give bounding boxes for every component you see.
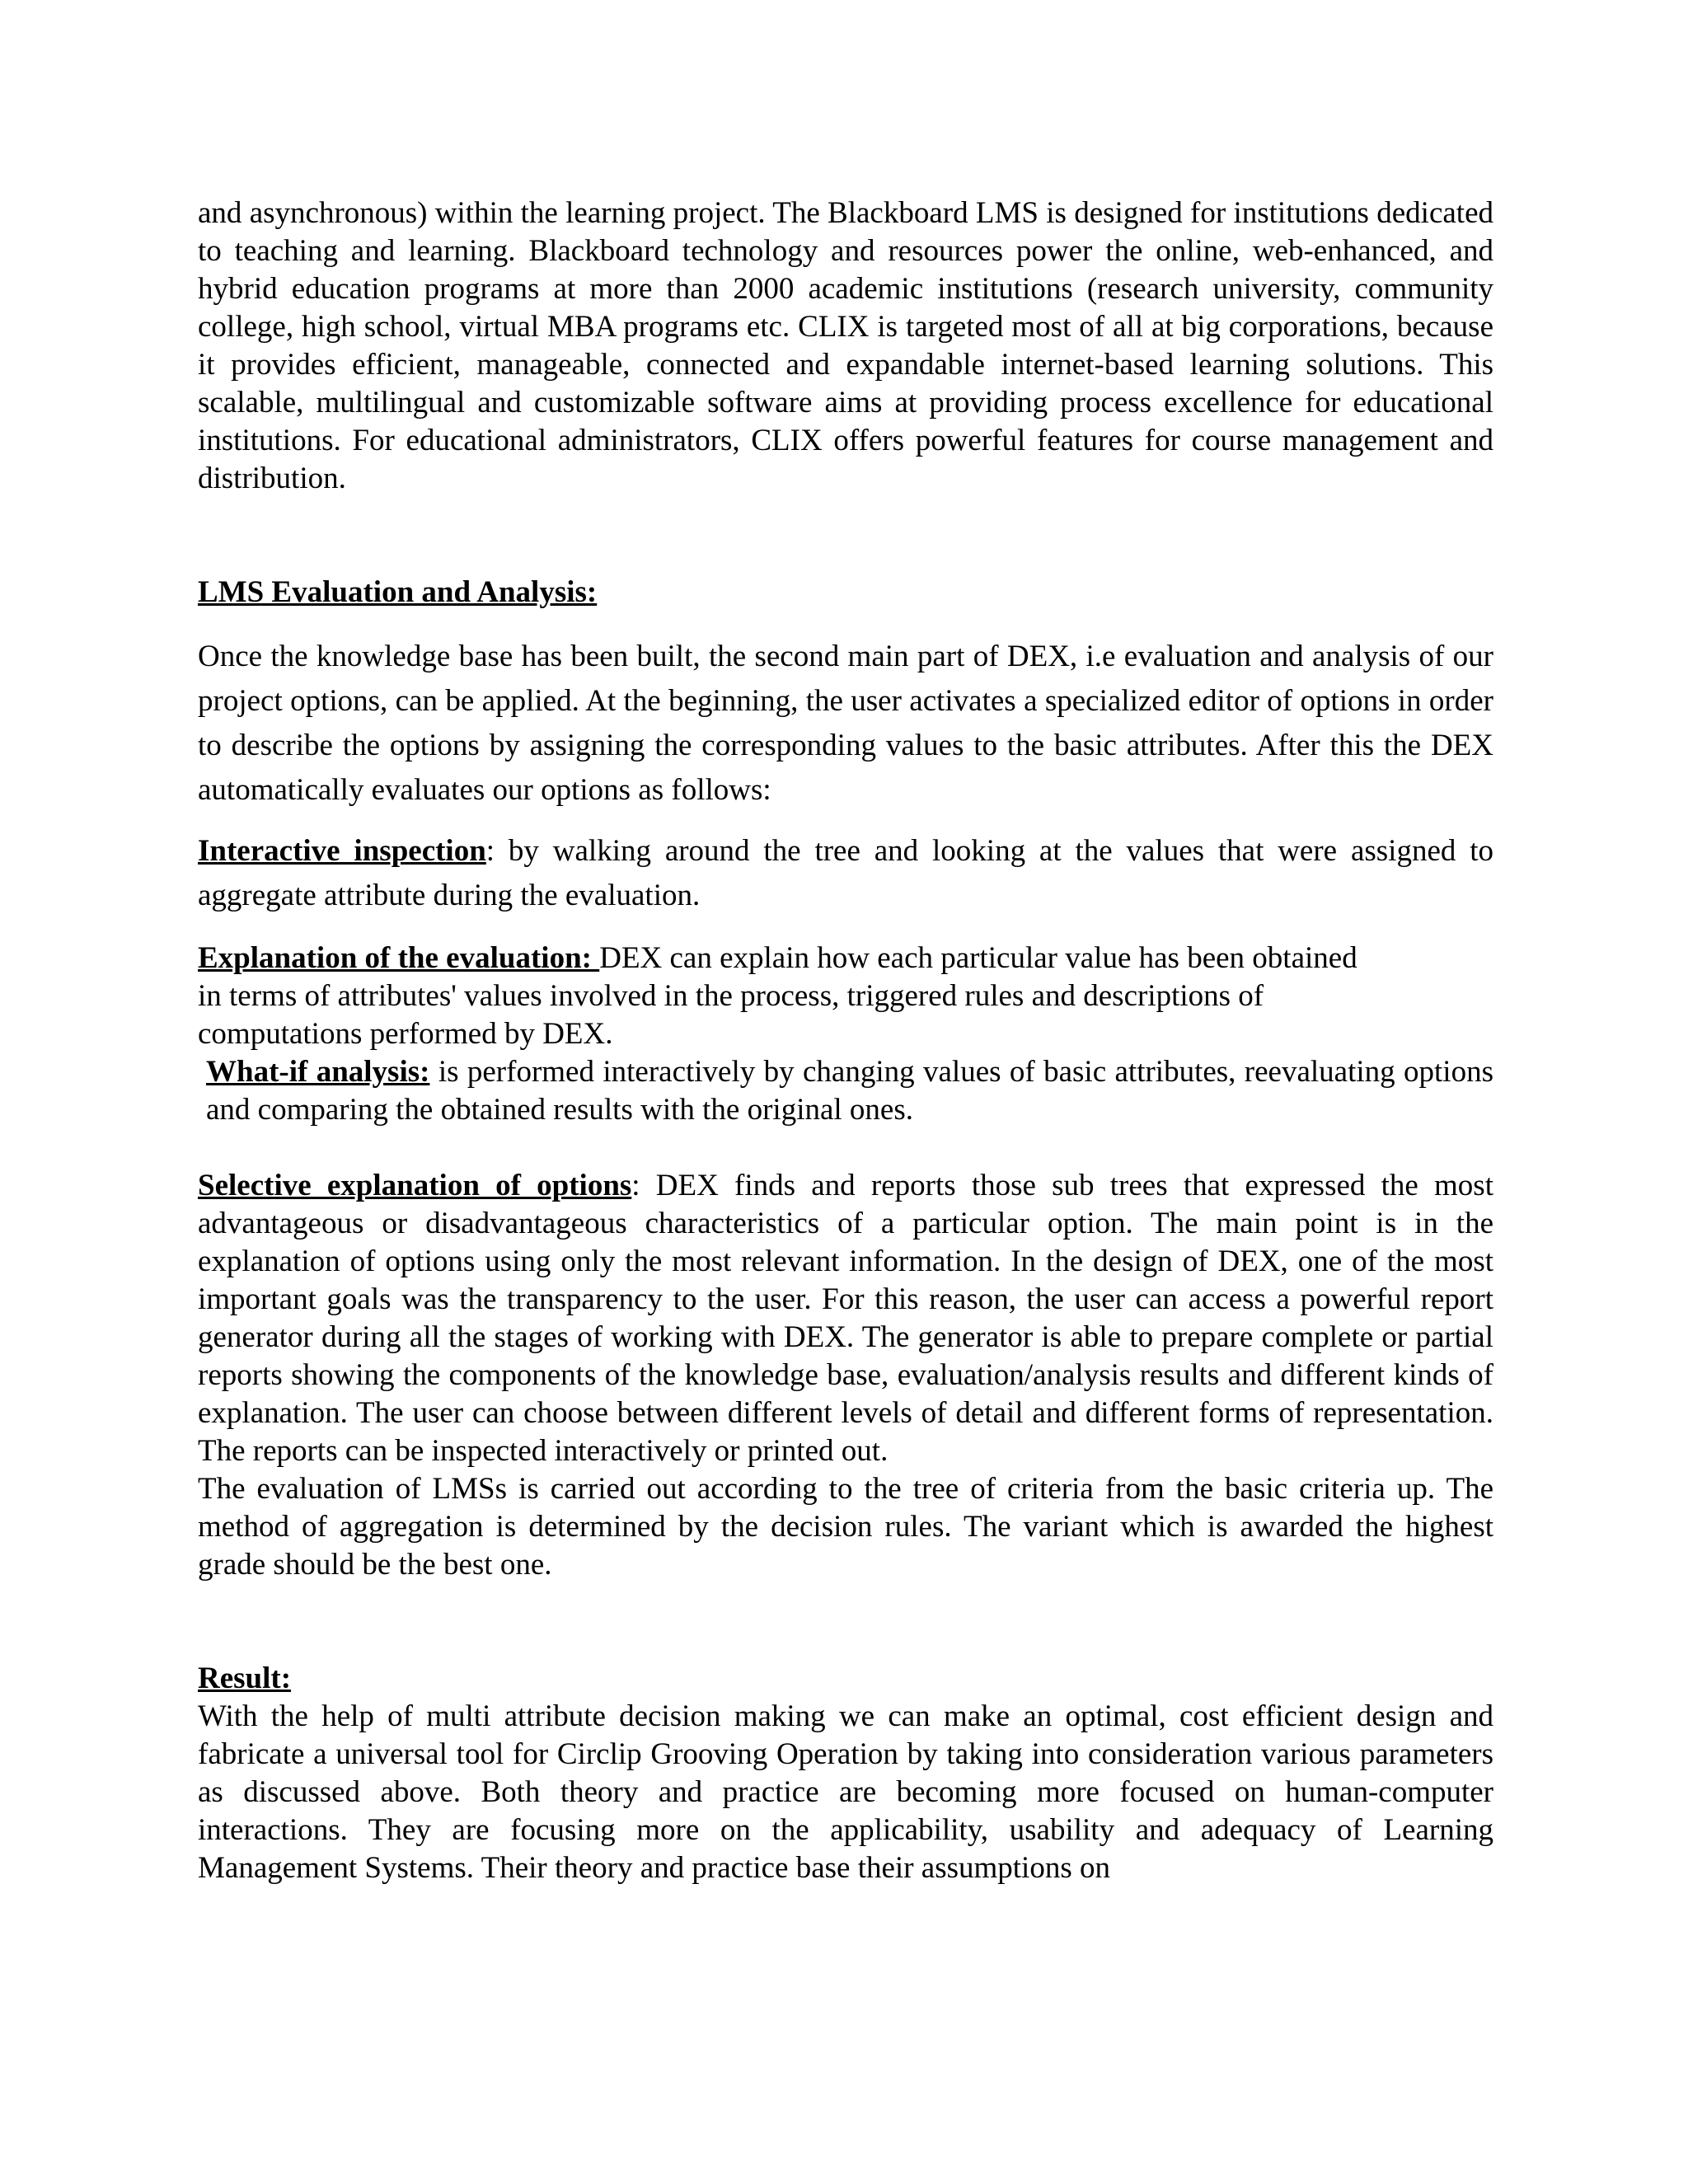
interactive-inspection-paragraph <box>198 829 1493 918</box>
knowledge-base-paragraph: Once the knowledge base has been built, the second main part of DEX, i.e evaluation and analysis of our project options, can be applied. At the beginning, the user activates a specialized editor of options in order to describe the options by assigning the corresponding values to the basic attributes. After this the DEX automatically evaluates our options as follows: <box>198 640 1493 807</box>
selective-explanation-term: Selective explanation of options <box>198 1169 632 1202</box>
intro-paragraph: and asynchronous) within the learning project. The Blackboard LMS is designed for institutions dedicated to teaching and learning. Blackboard technology and resources power the online, web-enhanced, and hybrid education programs at more than 2000 academic institutions (research university, community college, high school, virtual MBA programs etc. CLIX is targeted most of all at big corporations, because it provides efficient, manageable, connected and expandable internet-based learning solutions. This scalable, multilingual and customizable software aims at providing process excellence for educational institutions. For educational administrators, CLIX offers powerful features for course management and distribution. <box>198 196 1493 495</box>
what-if-term: What-if analysis: <box>206 1055 430 1089</box>
what-if-paragraph <box>198 1053 1493 1129</box>
explanation-paragraph <box>198 940 1493 1053</box>
lms-evaluation-heading: LMS Evaluation and Analysis: <box>198 575 598 609</box>
interactive-inspection-text: : by walking around the tree and looking at the values that were assigned to aggregate attribute during the evaluation. <box>198 834 1493 912</box>
explanation-line-1: DEX can explain how each particular value has been obtained <box>599 941 1357 975</box>
interactive-inspection-term: Interactive inspection <box>198 834 486 868</box>
explanation-line-2: in terms of attributes' values involved in the process, triggered rules and descriptions of <box>198 979 1264 1013</box>
explanation-line-3: computations performed by DEX. <box>198 1017 613 1051</box>
result-paragraph: With the help of multi attribute decision making we can make an optimal, cost efficient design and fabricate a universal tool for Circlip Grooving Operation by taking into consideration various parameters as discussed above. Both theory and practice are becoming more focused on human-computer interactions. They are focusing more on the applicability, usability and adequacy of Learning Management Systems. Their theory and practice base their assumptions on <box>198 1699 1493 1885</box>
explanation-term: Explanation of the evaluation: <box>198 941 600 975</box>
what-if-text: is performed interactively by changing values of basic attributes, reevaluating options and comparing the obtained results with the original ones. <box>206 1055 1493 1127</box>
selective-explanation-paragraph <box>198 1167 1493 1470</box>
selective-explanation-text: : DEX finds and reports those sub trees that expressed the most advantageous or disadvantageous characteristics of a particular option. The main point is in the explanation of options using only the most relevant information. In the design of DEX, one of the most important goals was the transparency to the user. For this reason, the user can access a powerful report generator during all the stages of working with DEX. The generator is able to prepare complete or partial reports showing the components of the knowledge base, evaluation/analysis results and different kinds of explanation. The user can choose between different levels of detail and different forms of representation. The reports can be inspected interactively or printed out. <box>198 1169 1493 1468</box>
document-page <box>198 194 1493 1887</box>
result-heading: Result: <box>198 1661 292 1695</box>
evaluation-paragraph: The evaluation of LMSs is carried out according to the tree of criteria from the basic criteria up. The method of aggregation is determined by the decision rules. The variant which is awarded the highest grade should be the best one. <box>198 1472 1493 1582</box>
